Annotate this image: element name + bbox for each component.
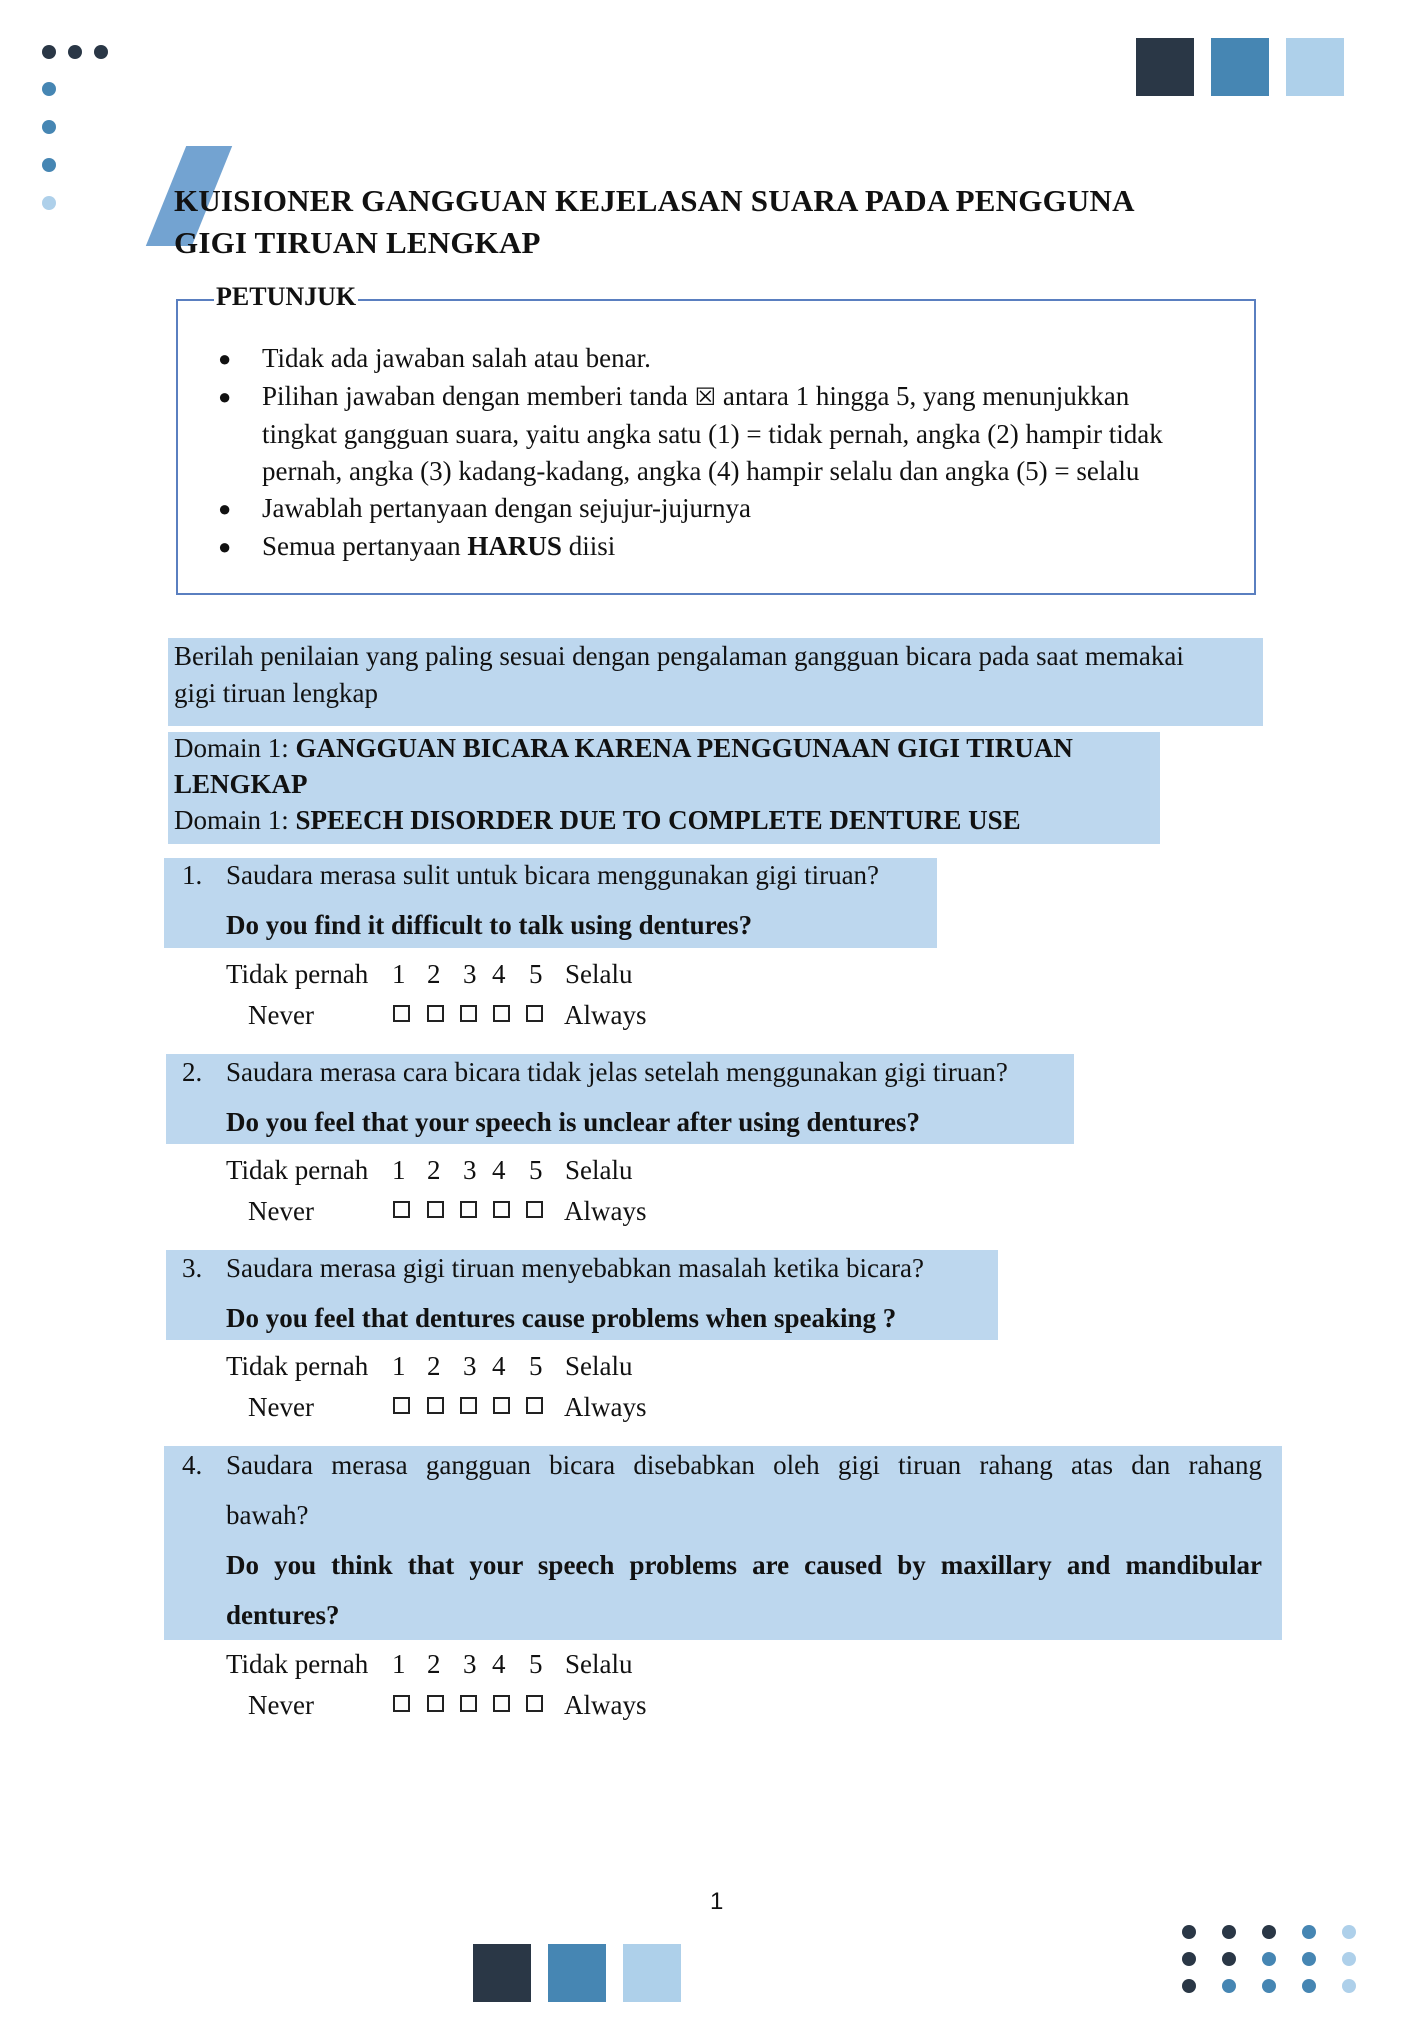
decor-square-dark <box>1136 38 1194 96</box>
decor-dot <box>1262 1979 1276 1993</box>
checkbox-2[interactable] <box>427 1695 444 1712</box>
checkbox-1[interactable] <box>393 1397 410 1414</box>
checkbox-5[interactable] <box>526 1005 543 1022</box>
decor-dot <box>1342 1979 1356 1993</box>
bullet-icon: ● <box>218 534 232 559</box>
decor-dot <box>1342 1925 1356 1939</box>
question-number: 3. <box>182 1253 203 1283</box>
decor-dot <box>68 45 82 59</box>
question-text-en: Do you think that your speech problems are caused by maxillary and mandibular <box>226 1550 1262 1580</box>
decor-dot <box>1222 1925 1236 1939</box>
decor-square-light <box>623 1944 681 2002</box>
bullet-icon: ● <box>218 496 232 521</box>
domain-title-id: LENGKAP <box>174 769 308 799</box>
checkbox-5[interactable] <box>526 1397 543 1414</box>
decor-square-mid <box>548 1944 606 2002</box>
decor-dot <box>42 120 56 134</box>
title-line-2: GIGI TIRUAN LENGKAP <box>174 225 541 260</box>
decor-square-mid <box>1211 38 1269 96</box>
checkbox-4[interactable] <box>493 1397 510 1414</box>
question-number: 1. <box>182 860 203 890</box>
checked-box-icon: ☒ <box>694 383 717 411</box>
decor-dot <box>1222 1952 1236 1966</box>
decor-dot <box>1302 1979 1316 1993</box>
page-number: 1 <box>710 1888 724 1915</box>
checkbox-3[interactable] <box>460 1201 477 1218</box>
instruction-text: gigi tiruan lengkap <box>174 678 378 708</box>
decor-dot <box>1302 1925 1316 1939</box>
decor-dot <box>42 82 56 96</box>
question-text-id: Saudara merasa gangguan bicara disebabkan oleh gigi tiruan rahang atas dan rahang <box>226 1450 1262 1480</box>
bullet-icon: ● <box>218 346 232 371</box>
domain-title-en: Domain 1: SPEECH DISORDER DUE TO COMPLETE DENTURE USE <box>174 805 1021 835</box>
decor-dot <box>42 45 56 59</box>
question-text-en: Do you feel that your speech is unclear after using dentures? <box>226 1107 920 1137</box>
decor-dot <box>1262 1925 1276 1939</box>
title-line-1: KUISIONER GANGGUAN KEJELASAN SUARA PADA PENGGUNA <box>174 183 1135 218</box>
decor-dot <box>1182 1925 1196 1939</box>
decor-dot <box>42 196 56 210</box>
decor-dot <box>1342 1952 1356 1966</box>
domain-title-id: Domain 1: GANGGUAN BICARA KARENA PENGGUNAAN GIGI TIRUAN <box>174 733 1073 763</box>
decor-dot <box>1222 1979 1236 1993</box>
question-text-en: dentures? <box>226 1600 340 1630</box>
checkbox-5[interactable] <box>526 1695 543 1712</box>
bullet-icon: ● <box>218 384 232 409</box>
instructions-label: PETUNJUK <box>216 282 357 311</box>
question-text-id: Saudara merasa gigi tiruan menyebabkan masalah ketika bicara? <box>226 1253 924 1283</box>
question-text-id: Saudara merasa sulit untuk bicara menggunakan gigi tiruan? <box>226 860 880 890</box>
question-text-id: bawah? <box>226 1500 309 1530</box>
question-text-id: Saudara merasa cara bicara tidak jelas setelah menggunakan gigi tiruan? <box>226 1057 1008 1087</box>
page-title <box>174 180 1274 264</box>
decor-dot <box>1182 1979 1196 1993</box>
decor-dot <box>94 45 108 59</box>
question-text-en: Do you feel that dentures cause problems when speaking ? <box>226 1303 897 1333</box>
decor-dot <box>1302 1952 1316 1966</box>
instruction-text: Berilah penilaian yang paling sesuai dengan pengalaman gangguan bicara pada saat memakai <box>174 641 1184 671</box>
decor-dot <box>1182 1952 1196 1966</box>
decor-square-dark <box>473 1944 531 2002</box>
checkbox-3[interactable] <box>460 1397 477 1414</box>
checkbox-3[interactable] <box>460 1005 477 1022</box>
checkbox-4[interactable] <box>493 1201 510 1218</box>
instruction-item: ● Pilihan jawaban dengan memberi tanda ☒ antara 1 hingga 5, yang menunjukkan tingkat gangguan suara, yaitu angka satu (1) = tidak pernah, angka (2) hampir tidak pernah, angka (3) kadang-kadang, angka (4) hampir selalu dan angka (5) = selalu <box>218 378 1248 490</box>
checkbox-1[interactable] <box>393 1695 410 1712</box>
question-number: 4. <box>182 1450 203 1480</box>
checkbox-4[interactable] <box>493 1005 510 1022</box>
checkbox-1[interactable] <box>393 1201 410 1218</box>
question-number: 2. <box>182 1057 203 1087</box>
checkbox-5[interactable] <box>526 1201 543 1218</box>
checkbox-2[interactable] <box>427 1201 444 1218</box>
checkbox-4[interactable] <box>493 1695 510 1712</box>
checkbox-3[interactable] <box>460 1695 477 1712</box>
checkbox-1[interactable] <box>393 1005 410 1022</box>
decor-dot <box>1262 1952 1276 1966</box>
decor-square-light <box>1286 38 1344 96</box>
checkbox-2[interactable] <box>427 1005 444 1022</box>
question-text-en: Do you find it difficult to talk using dentures? <box>226 910 753 940</box>
checkbox-2[interactable] <box>427 1397 444 1414</box>
decor-dot <box>42 158 56 172</box>
